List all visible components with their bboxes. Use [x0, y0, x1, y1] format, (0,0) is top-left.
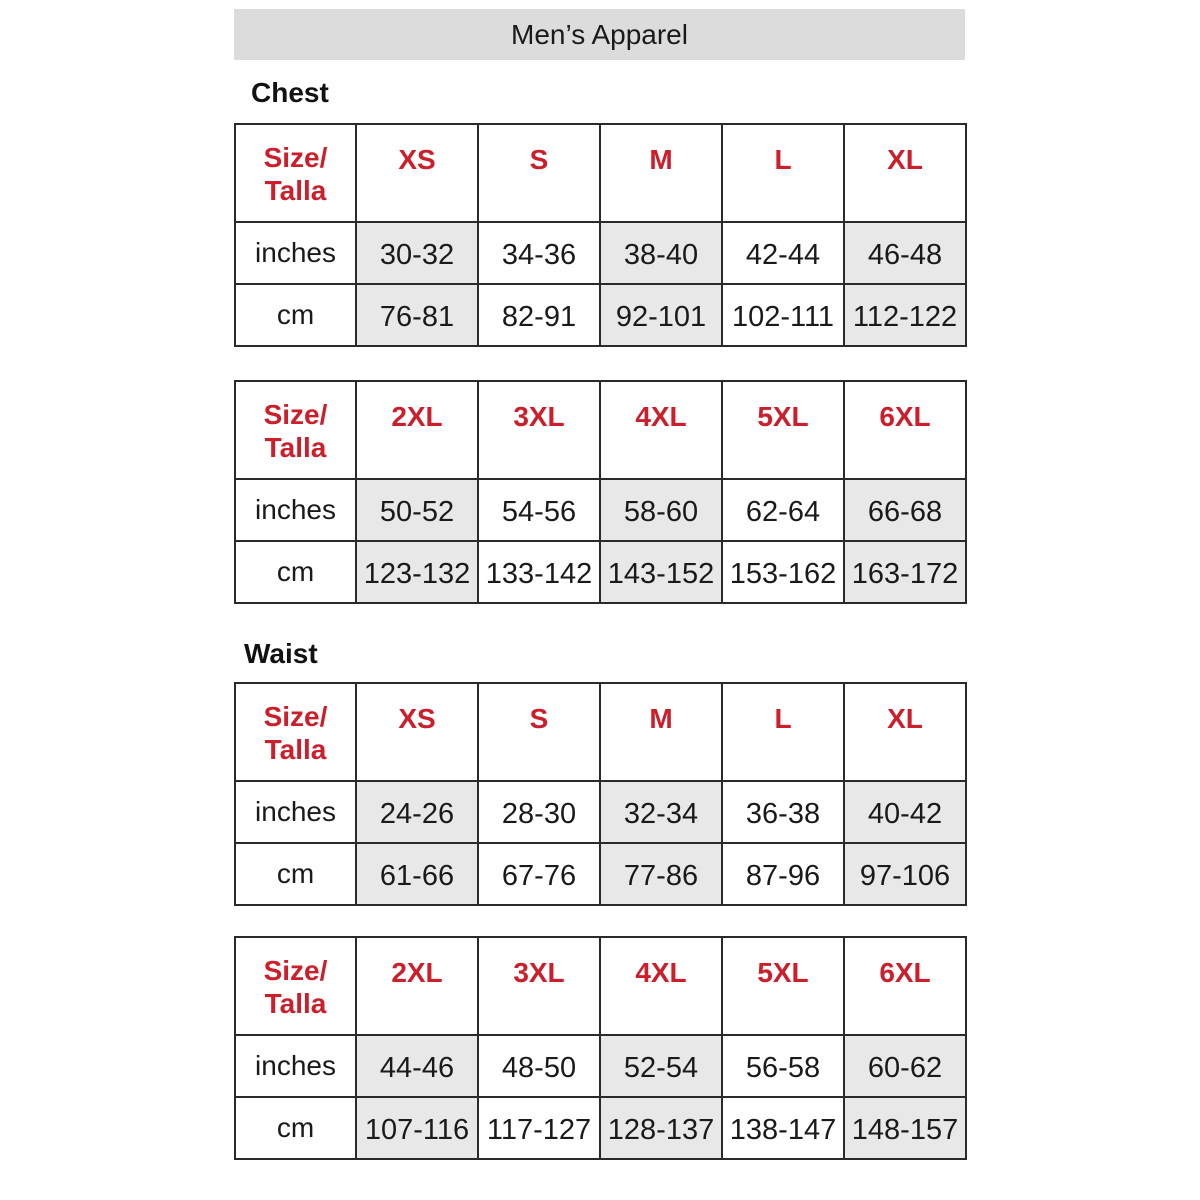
- value-cell: [844, 541, 966, 603]
- value-cell: [478, 843, 600, 905]
- size-label-text: Size/: [263, 142, 328, 173]
- unit-label: [235, 222, 356, 284]
- value-cell: [844, 479, 966, 541]
- value-cell: [722, 1097, 844, 1159]
- value-cell: [356, 843, 478, 905]
- value-text: 56-58: [745, 1051, 821, 1084]
- value-cell: [722, 479, 844, 541]
- value-text: 67-76: [501, 859, 577, 892]
- size-cell: XL: [844, 683, 966, 781]
- value-text: 82-91: [501, 300, 577, 333]
- size-cell: 5XL: [722, 381, 844, 479]
- size-talla-label: [235, 124, 356, 222]
- chest-size-table-1: [234, 123, 967, 347]
- value-cell: [478, 1097, 600, 1159]
- value-text: 36-38: [745, 797, 821, 830]
- unit-label: [235, 479, 356, 541]
- value-cell: [722, 843, 844, 905]
- value-cell: [356, 1035, 478, 1097]
- cm-row: [235, 541, 966, 603]
- value-text: 50-52: [379, 495, 455, 528]
- size-cell: M: [600, 124, 722, 222]
- unit-text: cm: [276, 858, 315, 889]
- unit-label: [235, 284, 356, 346]
- unit-text: cm: [276, 1112, 315, 1143]
- size-talla-label: [235, 381, 356, 479]
- unit-text: cm: [276, 299, 315, 330]
- value-cell: [722, 1035, 844, 1097]
- value-text: 76-81: [379, 300, 455, 333]
- talla-label-text: Talla: [264, 175, 327, 206]
- value-cell: [600, 284, 722, 346]
- section-title-waist: Waist: [244, 638, 318, 669]
- value-text: 30-32: [379, 238, 455, 271]
- value-cell: [356, 781, 478, 843]
- value-text: 38-40: [623, 238, 699, 271]
- value-text: 153-162: [729, 557, 837, 590]
- value-text: 123-132: [363, 557, 471, 590]
- value-cell: [844, 781, 966, 843]
- waist-size-table-2: [234, 936, 967, 1160]
- cm-row: [235, 1097, 966, 1159]
- value-text: 62-64: [745, 495, 821, 528]
- size-header-row: [235, 683, 966, 781]
- value-cell: [844, 1097, 966, 1159]
- value-cell: [722, 284, 844, 346]
- size-cell: XS: [356, 124, 478, 222]
- value-cell: [844, 1035, 966, 1097]
- value-cell: [478, 1035, 600, 1097]
- value-cell: [356, 1097, 478, 1159]
- value-text: 66-68: [867, 495, 943, 528]
- size-talla-label: [235, 937, 356, 1035]
- cm-row: [235, 843, 966, 905]
- value-text: 28-30: [501, 797, 577, 830]
- value-cell: [356, 222, 478, 284]
- size-cell: 6XL: [844, 381, 966, 479]
- value-text: 34-36: [501, 238, 577, 271]
- cm-row: [235, 284, 966, 346]
- value-text: 32-34: [623, 797, 699, 830]
- inches-row: [235, 479, 966, 541]
- value-cell: [478, 781, 600, 843]
- size-label-text: Size/: [263, 399, 328, 430]
- value-cell: [600, 222, 722, 284]
- value-cell: [600, 843, 722, 905]
- size-label-text: Size/: [263, 955, 328, 986]
- unit-label: [235, 541, 356, 603]
- value-text: 92-101: [615, 300, 707, 333]
- value-text: 44-46: [379, 1051, 455, 1084]
- unit-text: inches: [255, 494, 336, 525]
- value-cell: [600, 781, 722, 843]
- size-cell: L: [722, 683, 844, 781]
- value-cell: [478, 222, 600, 284]
- inches-row: [235, 781, 966, 843]
- talla-label-text: Talla: [264, 988, 327, 1019]
- unit-label: [235, 843, 356, 905]
- value-cell: [356, 284, 478, 346]
- talla-label-text: Talla: [264, 432, 327, 463]
- value-text: 58-60: [623, 495, 699, 528]
- value-text: 128-137: [607, 1113, 715, 1146]
- value-text: 97-106: [859, 859, 951, 892]
- value-text: 133-142: [485, 557, 593, 590]
- chest-size-table-2: [234, 380, 967, 604]
- size-cell: S: [478, 683, 600, 781]
- value-text: 148-157: [851, 1113, 959, 1146]
- value-cell: [356, 479, 478, 541]
- value-cell: [356, 541, 478, 603]
- value-cell: [478, 284, 600, 346]
- value-text: 87-96: [745, 859, 821, 892]
- value-text: 117-127: [486, 1113, 592, 1146]
- value-text: 107-116: [364, 1113, 470, 1146]
- size-cell: S: [478, 124, 600, 222]
- unit-label: [235, 781, 356, 843]
- value-text: 163-172: [851, 557, 959, 590]
- value-text: 46-48: [867, 238, 943, 271]
- size-cell: 5XL: [722, 937, 844, 1035]
- value-text: 60-62: [867, 1051, 943, 1084]
- size-cell: M: [600, 683, 722, 781]
- size-cell: 3XL: [478, 381, 600, 479]
- value-text: 77-86: [623, 859, 699, 892]
- section-title-chest: Chest: [251, 77, 329, 108]
- talla-label-text: Talla: [264, 734, 327, 765]
- value-text: 143-152: [607, 557, 715, 590]
- inches-row: [235, 222, 966, 284]
- size-cell: 4XL: [600, 937, 722, 1035]
- size-cell: XS: [356, 683, 478, 781]
- value-cell: [600, 541, 722, 603]
- value-cell: [844, 222, 966, 284]
- unit-label: [235, 1035, 356, 1097]
- value-text: 40-42: [867, 797, 943, 830]
- value-text: 42-44: [745, 238, 821, 271]
- value-cell: [844, 843, 966, 905]
- size-cell: 2XL: [356, 381, 478, 479]
- inches-row: [235, 1035, 966, 1097]
- value-text: 52-54: [623, 1051, 699, 1084]
- size-cell: 6XL: [844, 937, 966, 1035]
- size-cell: 3XL: [478, 937, 600, 1035]
- size-header-row: [235, 937, 966, 1035]
- value-cell: [722, 781, 844, 843]
- unit-text: inches: [255, 237, 336, 268]
- value-cell: [600, 479, 722, 541]
- size-cell: 4XL: [600, 381, 722, 479]
- size-cell: XL: [844, 124, 966, 222]
- value-cell: [722, 222, 844, 284]
- size-talla-label: [235, 683, 356, 781]
- value-text: 54-56: [501, 495, 577, 528]
- unit-text: inches: [255, 1050, 336, 1081]
- size-cell: 2XL: [356, 937, 478, 1035]
- value-text: 138-147: [729, 1113, 837, 1146]
- unit-text: cm: [276, 556, 315, 587]
- value-cell: [600, 1035, 722, 1097]
- value-cell: [600, 1097, 722, 1159]
- page-title: Men’s Apparel: [234, 9, 965, 60]
- value-text: 112-122: [852, 300, 958, 333]
- waist-size-table-1: [234, 682, 967, 906]
- value-text: 24-26: [379, 797, 455, 830]
- value-text: 61-66: [379, 859, 455, 892]
- size-header-row: [235, 381, 966, 479]
- size-label-text: Size/: [263, 701, 328, 732]
- size-header-row: [235, 124, 966, 222]
- value-text: 48-50: [501, 1051, 577, 1084]
- unit-label: [235, 1097, 356, 1159]
- value-text: 102-111: [731, 300, 835, 333]
- value-cell: [478, 479, 600, 541]
- value-cell: [722, 541, 844, 603]
- value-cell: [478, 541, 600, 603]
- unit-text: inches: [255, 796, 336, 827]
- size-cell: L: [722, 124, 844, 222]
- value-cell: [844, 284, 966, 346]
